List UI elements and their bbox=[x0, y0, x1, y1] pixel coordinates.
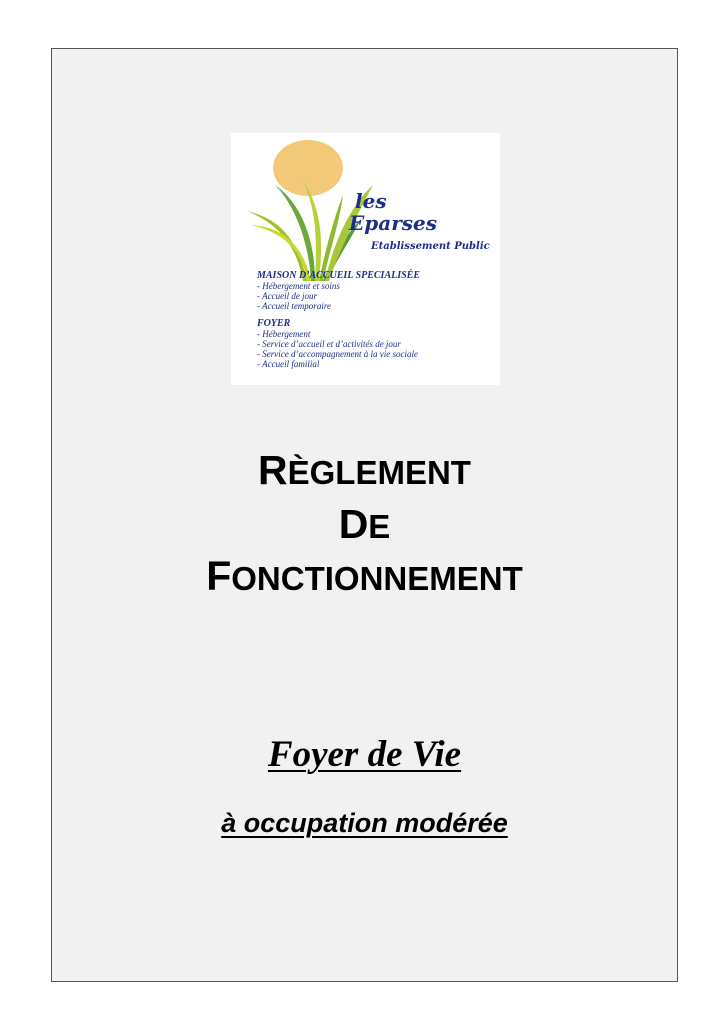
logo-list-item: - Accueil familial bbox=[257, 359, 320, 369]
les-eparses-logo bbox=[231, 133, 500, 385]
logo-list-item: - Hébergement et soins bbox=[257, 281, 340, 291]
logo-section-title-foyer: FOYER bbox=[257, 318, 291, 329]
logo-brand-les: les bbox=[355, 189, 387, 213]
logo-list-item: - Service d’accueil et d’activités de jour bbox=[257, 339, 401, 349]
title-line-fonctionnement: FONCTIONNEMENT bbox=[206, 553, 523, 599]
title-line-reglement: RÈGLEMENT bbox=[258, 447, 471, 493]
subtitle-occupation: à occupation modérée bbox=[221, 808, 508, 838]
logo-list-item: - Accueil temporaire bbox=[257, 301, 331, 311]
logo-list-item: - Hébergement bbox=[257, 329, 311, 339]
logo-list-item: - Accueil de jour bbox=[257, 291, 318, 301]
subtitle-foyer-de-vie: Foyer de Vie bbox=[267, 734, 462, 775]
title-line-de: DE bbox=[338, 501, 391, 547]
logo-brand-eparses: Eparses bbox=[349, 211, 437, 235]
logo-services-list bbox=[257, 271, 420, 369]
logo-tagline: Etablissement Public bbox=[371, 241, 490, 252]
logo-list-item: - Service d’accompagnement à la vie sociale bbox=[257, 349, 418, 359]
logo-section-title-mas: MAISON D’ACCUEIL SPECIALISÉE bbox=[257, 270, 421, 281]
